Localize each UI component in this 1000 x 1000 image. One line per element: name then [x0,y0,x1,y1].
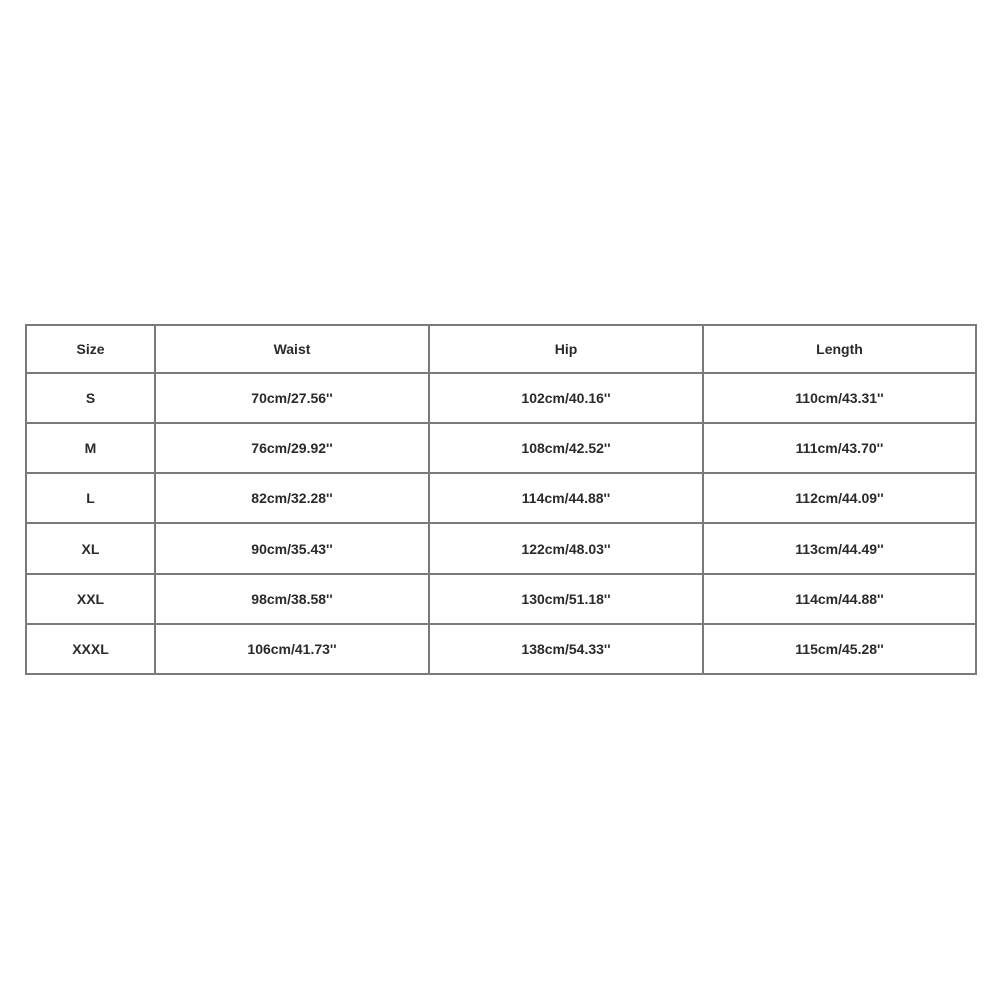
table-row [26,423,976,473]
header-waist: Waist [155,325,429,373]
header-hip: Hip [429,325,703,373]
cell-size: XL [26,523,155,573]
cell-waist: 106cm/41.73'' [155,624,429,674]
cell-waist: 76cm/29.92'' [155,423,429,473]
cell-length: 113cm/44.49'' [703,523,976,573]
header-size: Size [26,325,155,373]
cell-waist: 98cm/38.58'' [155,574,429,624]
table-row [26,523,976,573]
table-header-row [26,325,976,373]
cell-hip: 122cm/48.03'' [429,523,703,573]
cell-waist: 90cm/35.43'' [155,523,429,573]
cell-length: 110cm/43.31'' [703,373,976,423]
cell-size: XXL [26,574,155,624]
cell-hip: 138cm/54.33'' [429,624,703,674]
cell-length: 111cm/43.70'' [703,423,976,473]
cell-waist: 82cm/32.28'' [155,473,429,523]
cell-waist: 70cm/27.56'' [155,373,429,423]
table-row [26,574,976,624]
cell-hip: 102cm/40.16'' [429,373,703,423]
table-row [26,373,976,423]
cell-size: M [26,423,155,473]
size-chart-table [25,324,977,675]
cell-size: L [26,473,155,523]
cell-size: XXXL [26,624,155,674]
table-row [26,624,976,674]
cell-hip: 130cm/51.18'' [429,574,703,624]
cell-length: 115cm/45.28'' [703,624,976,674]
cell-length: 114cm/44.88'' [703,574,976,624]
table-row [26,473,976,523]
cell-length: 112cm/44.09'' [703,473,976,523]
cell-size: S [26,373,155,423]
cell-hip: 108cm/42.52'' [429,423,703,473]
cell-hip: 114cm/44.88'' [429,473,703,523]
header-length: Length [703,325,976,373]
